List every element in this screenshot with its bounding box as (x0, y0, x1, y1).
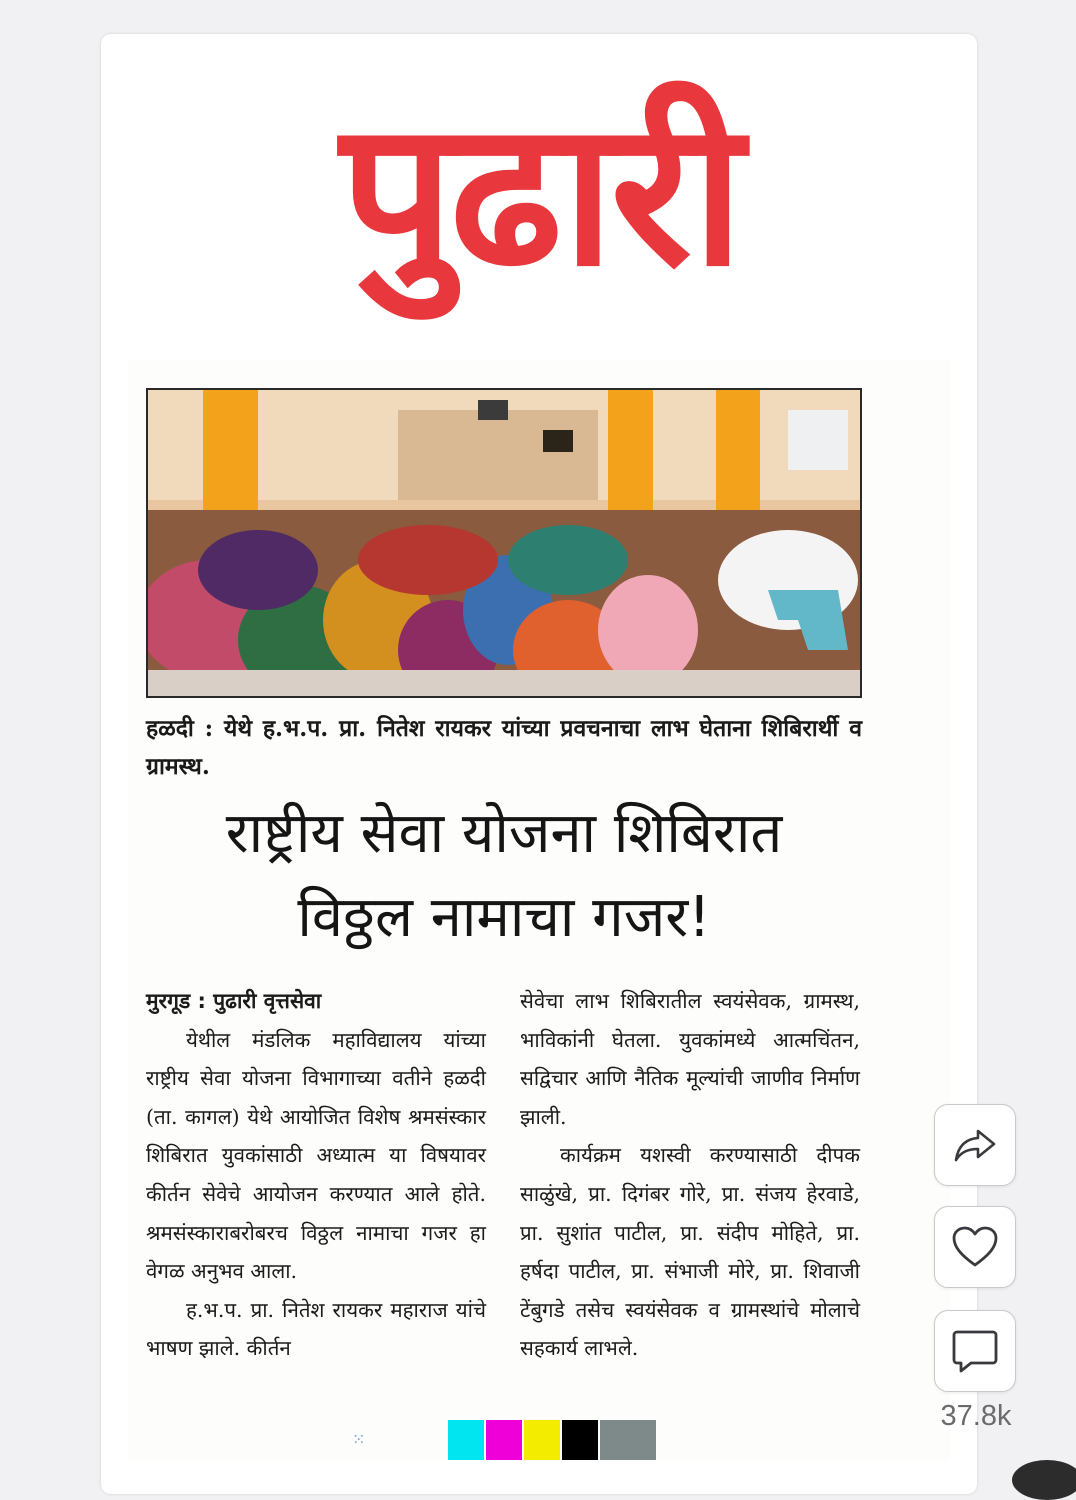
headline-line-2: विठ्ठल नामाचा गजर! (297, 885, 711, 950)
color-swatch-black (562, 1420, 598, 1460)
crowd-photo-illustration (148, 390, 862, 698)
share-button[interactable] (934, 1104, 1016, 1186)
masthead-title: पुढारी (340, 78, 740, 311)
newspaper-masthead (260, 55, 820, 335)
article-paragraph: येथील मंडलिक महाविद्यालय यांच्या राष्ट्रीय सेवा योजना विभागाच्या वतीने हळदी (ता. कागल) येथे आयोजित विशेष श्रमसंस्कार शिबिरात युवकांसाठी अध्यात्म या विषयावर कीर्तन सेवेचे आयोजन करण्यात आले होते. श्रमसंस्काराबरोबरच विठ्ठल नामाचा गजर हा वेगळ अनुभव आला. (146, 1027, 486, 1284)
print-color-bar (448, 1420, 658, 1460)
color-swatch-cyan (448, 1420, 484, 1460)
color-swatch-yellow (524, 1420, 560, 1460)
share-arrow-icon (952, 1125, 998, 1165)
comment-button[interactable] (934, 1310, 1016, 1392)
photo-caption: हळदी : येथे ह.भ.प. प्रा. नितेश रायकर यांच्या प्रवचनाचा लाभ घेताना शिबिरार्थी व ग्रामस्थ. (146, 715, 862, 780)
article-paragraph: सेवेचा लाभ शिबिरातील स्वयंसेवक, ग्रामस्थ, भाविकांनी घेतला. युवकांमध्ये आत्मचिंतन, सद्विचार आणि नैतिक मूल्यांची जाणीव निर्माण झाली. (520, 989, 860, 1129)
comment-count: 37.8k (940, 1400, 1012, 1432)
heart-outline-icon (951, 1225, 999, 1269)
dateline: मुरगूड : पुढारी वृत्तसेवा (146, 989, 322, 1013)
headline-line-1: राष्ट्रीय सेवा योजना शिबिरात (225, 801, 783, 866)
like-button[interactable] (934, 1206, 1016, 1288)
article-paragraph: ह.भ.प. प्रा. नितेश रायकर महाराज यांचे भाषण झाले. कीर्तन (146, 1297, 486, 1361)
registration-mark-icon: ⁙ (352, 1430, 366, 1449)
article-headline (146, 792, 862, 960)
color-swatch-gray (600, 1420, 656, 1460)
article-paragraph: कार्यक्रम यशस्वी करण्यासाठी दीपक साळुंखे, प्रा. दिगंबर गोरे, प्रा. संजय हेरवाडे, प्रा. सुशांत पाटील, प्रा. संदीप मोहिते, प्रा. हर्षदा पाटील, प्रा. संभाजी मोरे, प्रा. शिवाजी टेंबुगडे तसेच स्वयंसेवक व ग्रामस्थांचे मोलाचे सहकार्य लाभले. (520, 1143, 860, 1361)
news-photo (146, 388, 862, 698)
article-column-left (146, 982, 486, 1368)
comment-bubble-icon (951, 1328, 999, 1374)
overlay-corner-element (1012, 1460, 1076, 1500)
article-column-right (520, 982, 860, 1368)
color-swatch-magenta (486, 1420, 522, 1460)
